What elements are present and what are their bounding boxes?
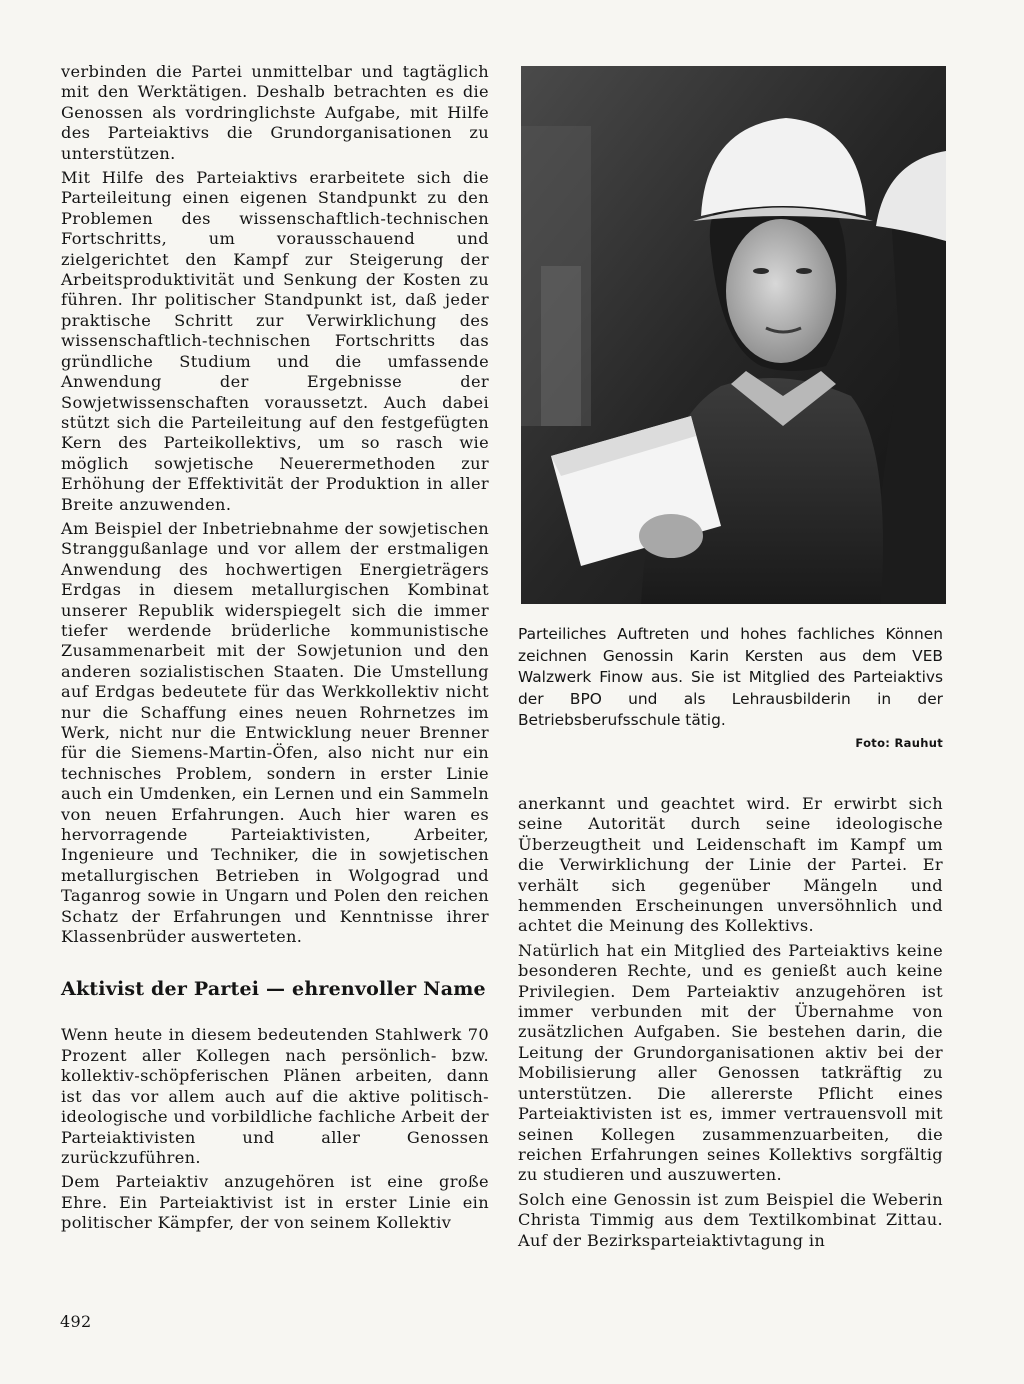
paragraph: Am Beispiel der Inbetriebnahme der sowjetischen Stranggußanlage und vor allem der erstmaligen Anwendung des hochwertigen Energieträgers Erdgas in diesem metallurgischen Kombinat unserer Republik widerspiegelt sich die immer tiefer werdende brüderliche kommunistische Zusammenarbeit mit der Sowjetunion und den anderen sozialistischen Staaten. Die Umstellung auf Erdgas bedeutete für das Werkkollektiv nicht nur die Schaffung eines neuen Rohrnetzes im Werk, nicht nur die Entwicklung neuer Brenner für die Siemens-Martin-Öfen, also nicht nur ein technisches Problem, sondern in erster Linie auch ein Umdenken, ein Lernen und ein Sammeln von neuen Erfahrungen. Auch hier waren es hervorragende Parteiaktivisten, Arbeiter, Ingenieure und Techniker, die in sowjetischen metallurgischen Betrieben in Wolgograd und Taganrog sowie in Ungarn und Polen den reichen Schatz der Erfahrungen und Kenntnisse ihrer Klassenbrüder auswerteten. — [61, 518, 489, 947]
paragraph: Mit Hilfe des Parteiaktivs erarbeitete sich die Parteileitung einen eigenen Standpunkt zu den Problemen des wissenschaftlich-technischen Fortschritts, um vorausschauend und zielgerichtet den Kampf zur Steigerung der Arbeitsproduktivität und Senkung der Kosten zu führen. Ihr politischer Standpunkt ist, daß jeder praktische Schritt zur Verwirklichung des wissenschaftlich-technischen Fortschritts das gründliche Studium und die umfassende Anwendung der Ergebnisse der Sowjetwissenschaften voraussetzt. Auch dabei stützt sich die Parteileitung auf den festgefügten Kern des Parteikollektivs, um so rasch wie möglich sowjetische Neuerermethoden zur Erhöhung der Effektivität der Produktion in aller Breite anzuwenden. — [61, 168, 489, 514]
paragraph: Solch eine Genossin ist zum Beispiel die Weberin Christa Timmig aus dem Textilkombinat Zittau. Auf der Bezirksparteiaktivtagung in — [518, 1189, 943, 1250]
worker-photo — [521, 66, 946, 604]
paragraph: anerkannt und geachtet wird. Er erwirbt sich seine Autorität durch seine ideologische Überzeugtheit und Leidenschaft im Kampf um die Verwirklichung der Linie der Partei. Er verhält sich gegenüber Mängeln und hemmenden Erscheinungen unversöhnlich und achtet die Meinung des Kollektivs. — [518, 794, 943, 936]
paragraph: verbinden die Partei unmittelbar und tagtäglich mit den Werktätigen. Deshalb betrachten es die Genossen als vordringlichste Aufgabe, mit Hilfe des Parteiaktivs die Grundorganisationen zu unterstützen. — [61, 62, 489, 163]
right-column — [518, 794, 943, 1255]
section-heading: Aktivist der Partei — ehrenvoller Name — [61, 978, 486, 1001]
photo-credit: Foto: Rauhut — [855, 736, 943, 750]
page-number: 492 — [60, 1312, 92, 1331]
paragraph: Wenn heute in diesem bedeutenden Stahlwerk 70 Prozent aller Kollegen nach persönlich- bzw. kollektiv-schöpferischen Plänen arbeiten, dann ist das vor allem auch auf die aktive politisch-ideologische und vorbildliche fachliche Arbeit der Parteiaktivisten und aller Genossen zurückzuführen. — [61, 1025, 489, 1167]
paragraph: Dem Parteiaktiv anzugehören ist eine große Ehre. Ein Parteiaktivist ist in erster Linie ein politischer Kämpfer, der von seinem Kollektiv — [61, 1172, 489, 1233]
photo-illustration — [521, 66, 946, 604]
photo-caption: Parteiliches Auftreten und hohes fachliches Können zeichnen Genossin Karin Kersten aus dem VEB Walzwerk Finow aus. Sie ist Mitglied des Parteiaktivs der BPO und als Lehrausbilderin in der Betriebsberufsschule tätig. — [518, 625, 943, 729]
left-column — [61, 62, 489, 1238]
paragraph: Natürlich hat ein Mitglied des Parteiaktivs keine besonderen Rechte, und es genießt auch keine Privilegien. Dem Parteiaktiv anzugehören ist immer verbunden mit der Übernahme von zusätzlichen Aufgaben. Sie bestehen darin, die Leitung der Grundorganisationen aktiv bei der Mobilisierung aller Genossen tatkräftig zu unterstützen. Die allererste Pflicht eines Parteiaktivisten ist es, immer vertrauensvoll mit seinen Kollegen zusammenzuarbeiten, die reichen Erfahrungen seines Kollektivs sorgfältig zu studieren und auszuwerten. — [518, 940, 943, 1185]
